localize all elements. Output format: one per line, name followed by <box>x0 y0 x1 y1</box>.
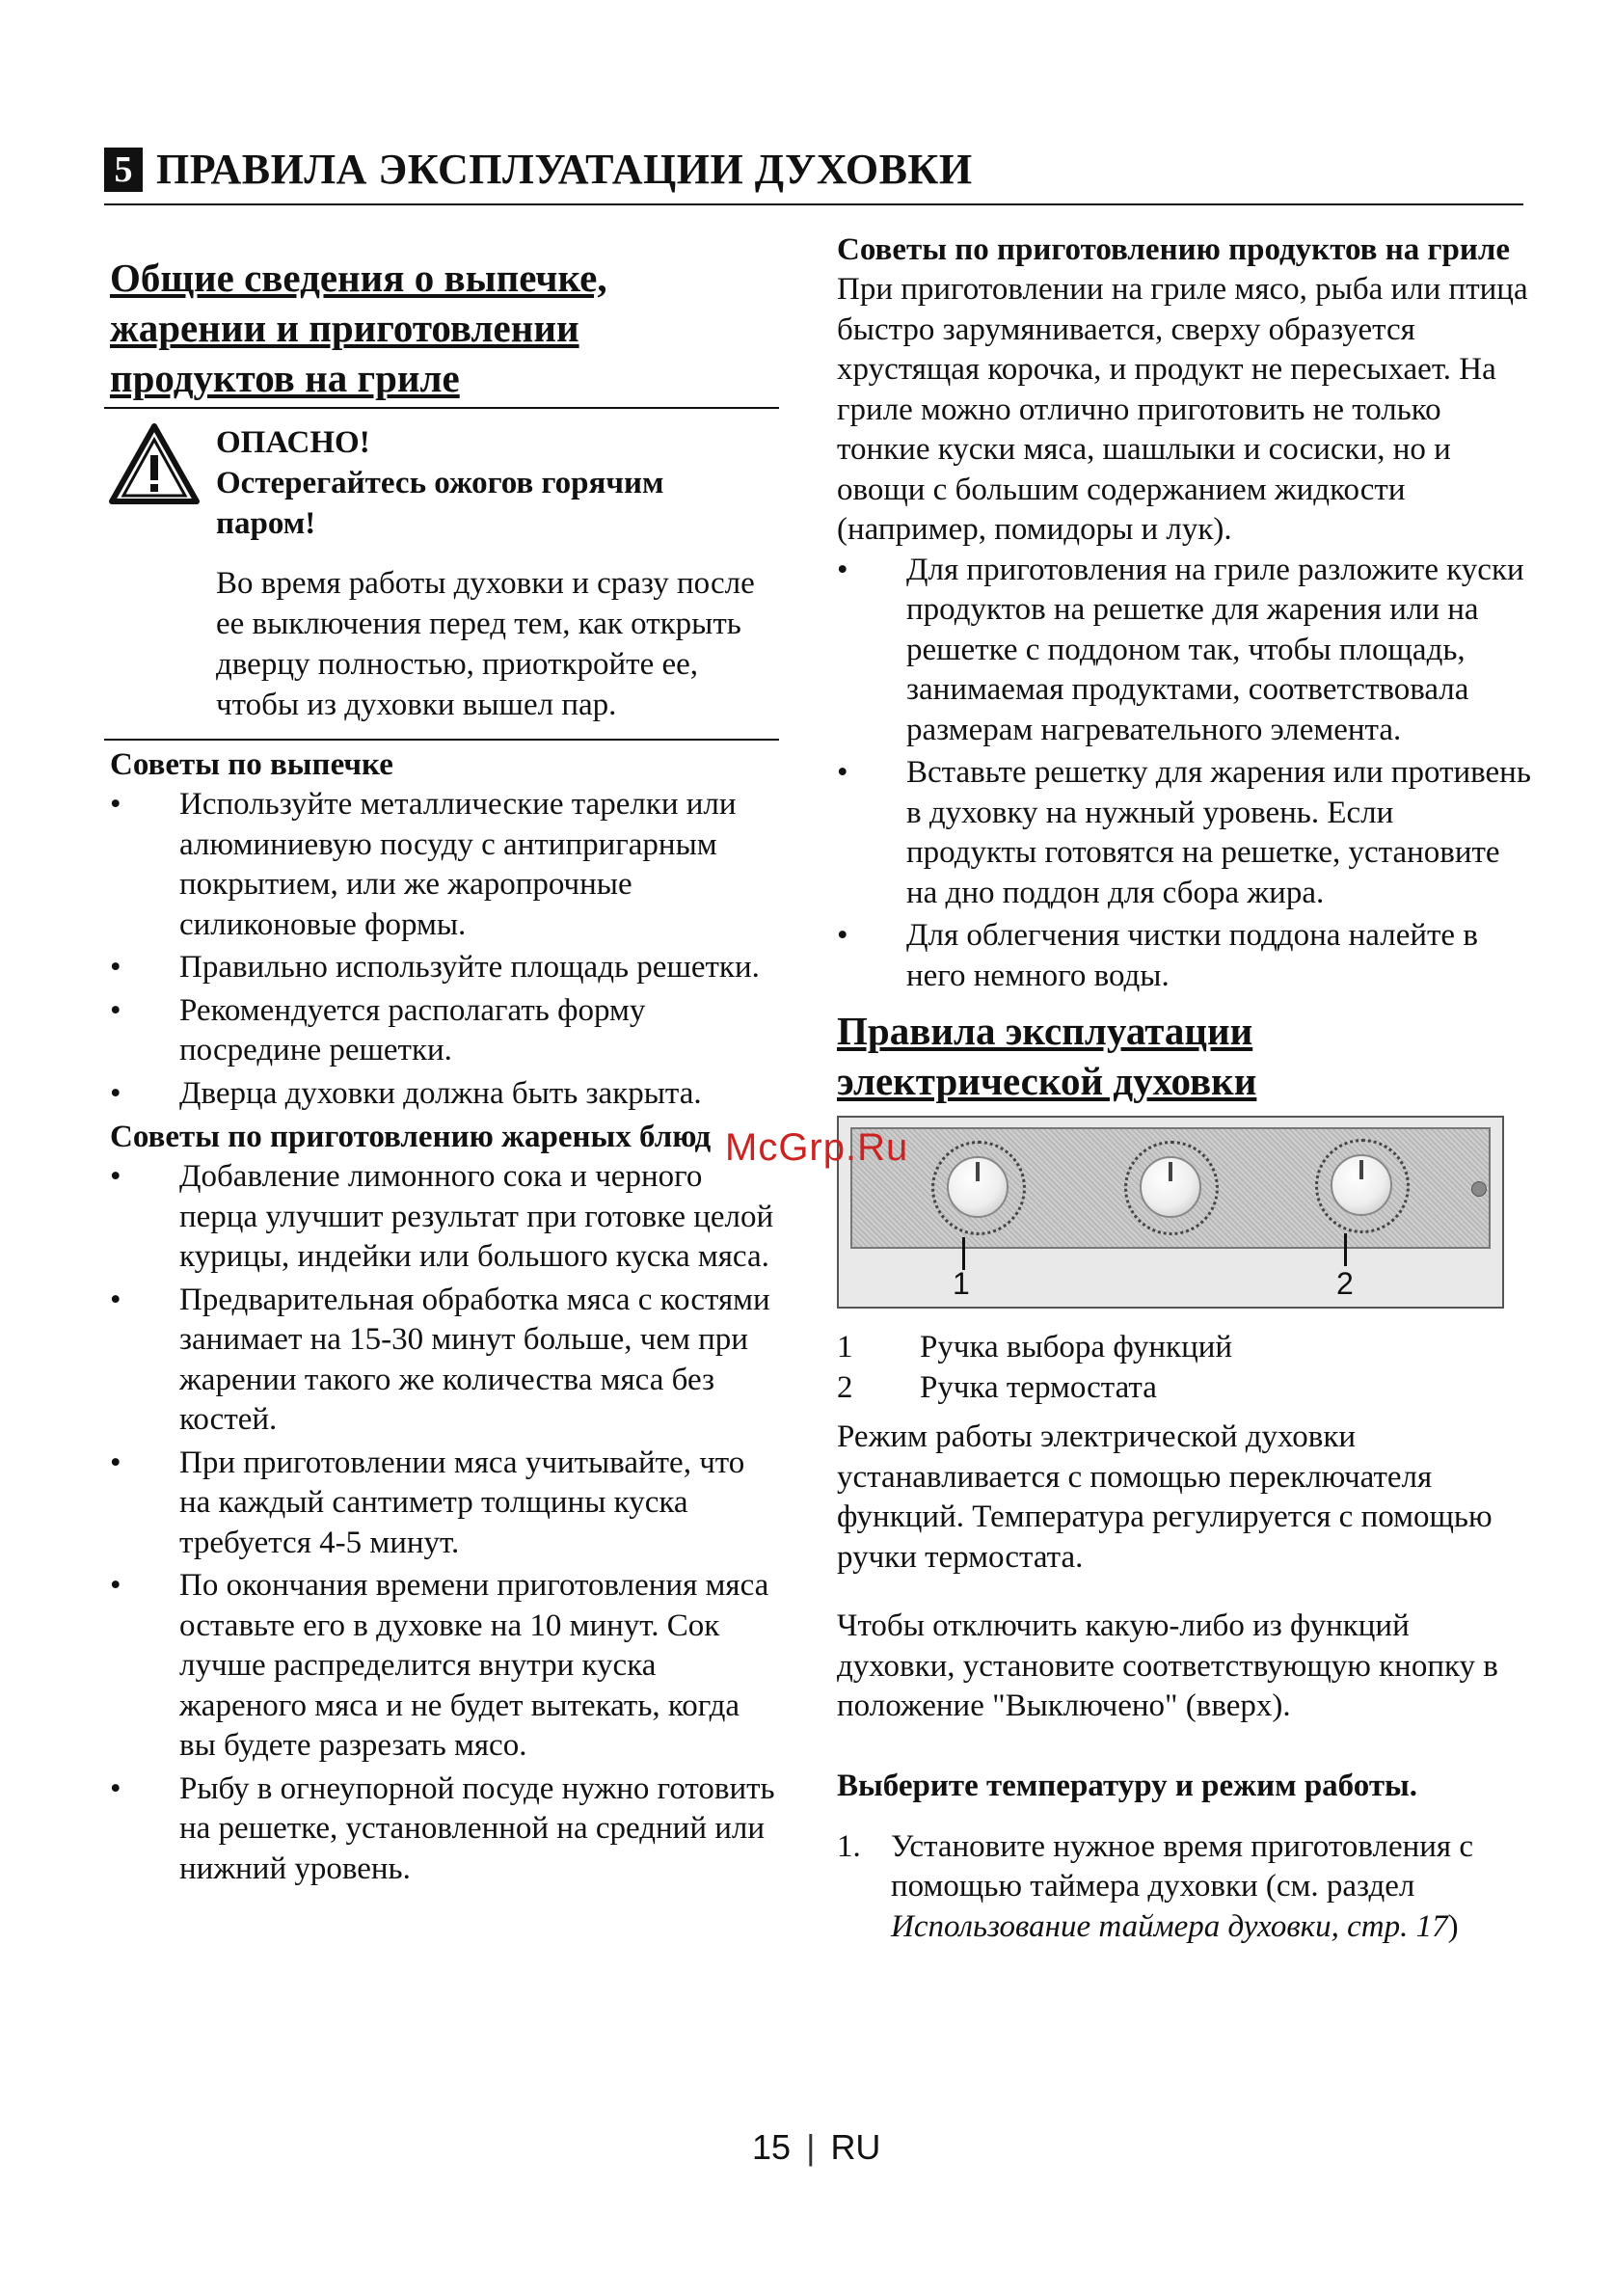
general-heading: Общие сведения о выпечке, жарении и приготовлении продуктов на гриле <box>110 256 607 400</box>
list-item: • Рекомендуется располагать форму посредине решетки. <box>110 992 646 1067</box>
list-item: • Используйте металлические тарелки или алюминиевую посуду с антипригарным покрытием, или же жаропрочные силиконовые формы. <box>110 787 737 942</box>
list-item: • Правильно используйте площадь решетки. <box>110 950 760 985</box>
page-number: 15 <box>752 2127 792 2167</box>
baking-title: Советы по выпечке <box>110 747 393 782</box>
danger-text: Во время работы духовки и сразу после ее выключения перед тем, как открыть дверцу полностью, приоткройте ее, чтобы из духовки вышел пар. <box>216 566 755 722</box>
select-title: Выберите температуру и режим работы. <box>837 1768 1418 1803</box>
list-item: • Рыбу в огнеупорной посуде нужно готовить на решетке, установленной на средний или нижний уровень. <box>110 1770 775 1886</box>
footer-separator: | <box>806 2127 816 2167</box>
callout-line <box>962 1237 965 1270</box>
electric-heading: Правила эксплуатации электрической духовки <box>837 1009 1257 1103</box>
baking-list <box>104 785 779 1114</box>
legend-row: 1 Ручка выбора функций <box>837 1330 1233 1364</box>
divider <box>104 739 779 741</box>
grill-intro: При приготовлении на гриле мясо, рыба или птица быстро зарумянивается, сверху образуется хрустящая корочка, и продукт не пересыхает. На гриле можно отлично приготовить не только тонкие куски мяса, шашлыки и сосиски, но и овощи с большим содержанием жидкости (например, помидоры и лук). <box>837 272 1528 547</box>
control-panel <box>850 1127 1491 1249</box>
page-footer <box>752 2127 880 2168</box>
callout-1: 1 <box>953 1266 970 1301</box>
list-item: • При приготовлении мяса учитывайте, что на каждый сантиметр толщины куска требуется 4-5 минут. <box>110 1445 745 1560</box>
list-item: • Для облегчения чистки поддона налейте в него немного воды. <box>837 918 1478 993</box>
list-item: • Вставьте решетку для жарения или противень в духовку на нужный уровень. Если продукты готовятся на решетке, установите на дно поддон для сбора жира. <box>837 755 1531 910</box>
divider <box>104 407 779 409</box>
off-paragraph: Чтобы отключить какую-либо из функций духовки, установите соответствующую кнопку в положение "Выключено" (вверх). <box>837 1608 1498 1723</box>
list-item: • По окончания времени приготовления мяса оставьте его в духовке на 10 минут. Сок лучше распределится внутри куска жареного мяса и не будет вытекать, когда вы будете разрезать мясо. <box>110 1568 769 1763</box>
section-header <box>104 145 1523 205</box>
steps-list <box>837 1827 1531 1948</box>
callout-line <box>1344 1233 1347 1266</box>
timer-reference: Использование таймера духовки, стр. 17 <box>891 1908 1448 1944</box>
list-item: • Для приготовления на гриле разложите куски продуктов на решетке для жарения или на решетке с поддоном так, чтобы площадь, занимаемая продуктами, соответствовала размерам нагревательного элемента. <box>837 552 1524 747</box>
function-knob <box>947 1156 1009 1218</box>
warning-icon <box>108 422 201 505</box>
roast-list <box>104 1157 779 1889</box>
list-item: • Добавление лимонного сока и черного перца улучшит результат при готовке целой курицы, индейки или большого куска мяса. <box>110 1159 774 1274</box>
mode-paragraph: Режим работы электрической духовки устанавливается с помощью переключателя функций. Температура регулируется с помощью ручки термостата. <box>837 1419 1493 1575</box>
middle-knob <box>1140 1156 1201 1218</box>
grill-list <box>837 551 1531 997</box>
danger-subtitle: Остерегайтесь ожогов горячим паром! <box>216 466 664 541</box>
section-title: ПРАВИЛА ЭКСПЛУАТАЦИИ ДУХОВКИ <box>156 146 973 193</box>
list-item: • Предварительная обработка мяса с костями занимает на 15-30 минут больше, чем при жарении такого же количества мяса без костей. <box>110 1282 770 1437</box>
watermark: McGrp.Ru <box>725 1126 909 1169</box>
callout-2: 2 <box>1336 1266 1354 1301</box>
section-number: 5 <box>104 148 143 192</box>
danger-title: ОПАСНО! <box>216 425 370 460</box>
language-code: RU <box>830 2127 881 2167</box>
list-item: • Дверца духовки должна быть закрыта. <box>110 1075 702 1111</box>
right-column <box>837 230 1531 1947</box>
control-panel-figure <box>837 1116 1504 1309</box>
grill-title: Советы по приготовлению продуктов на гриле <box>837 232 1510 267</box>
thermostat-knob <box>1331 1154 1392 1216</box>
indicator-lamp <box>1471 1181 1487 1197</box>
legend-row: 2 Ручка термостата <box>837 1369 1157 1405</box>
roast-title: Советы по приготовлению жареных блюд <box>110 1120 712 1154</box>
left-column <box>104 253 779 1892</box>
figure-legend <box>837 1328 1531 1408</box>
danger-block <box>104 422 779 725</box>
step-item: 1. Установите нужное время приготовления с помощью таймера духовки (см. раздел Использование таймера духовки, стр. 17) <box>837 1828 1474 1944</box>
